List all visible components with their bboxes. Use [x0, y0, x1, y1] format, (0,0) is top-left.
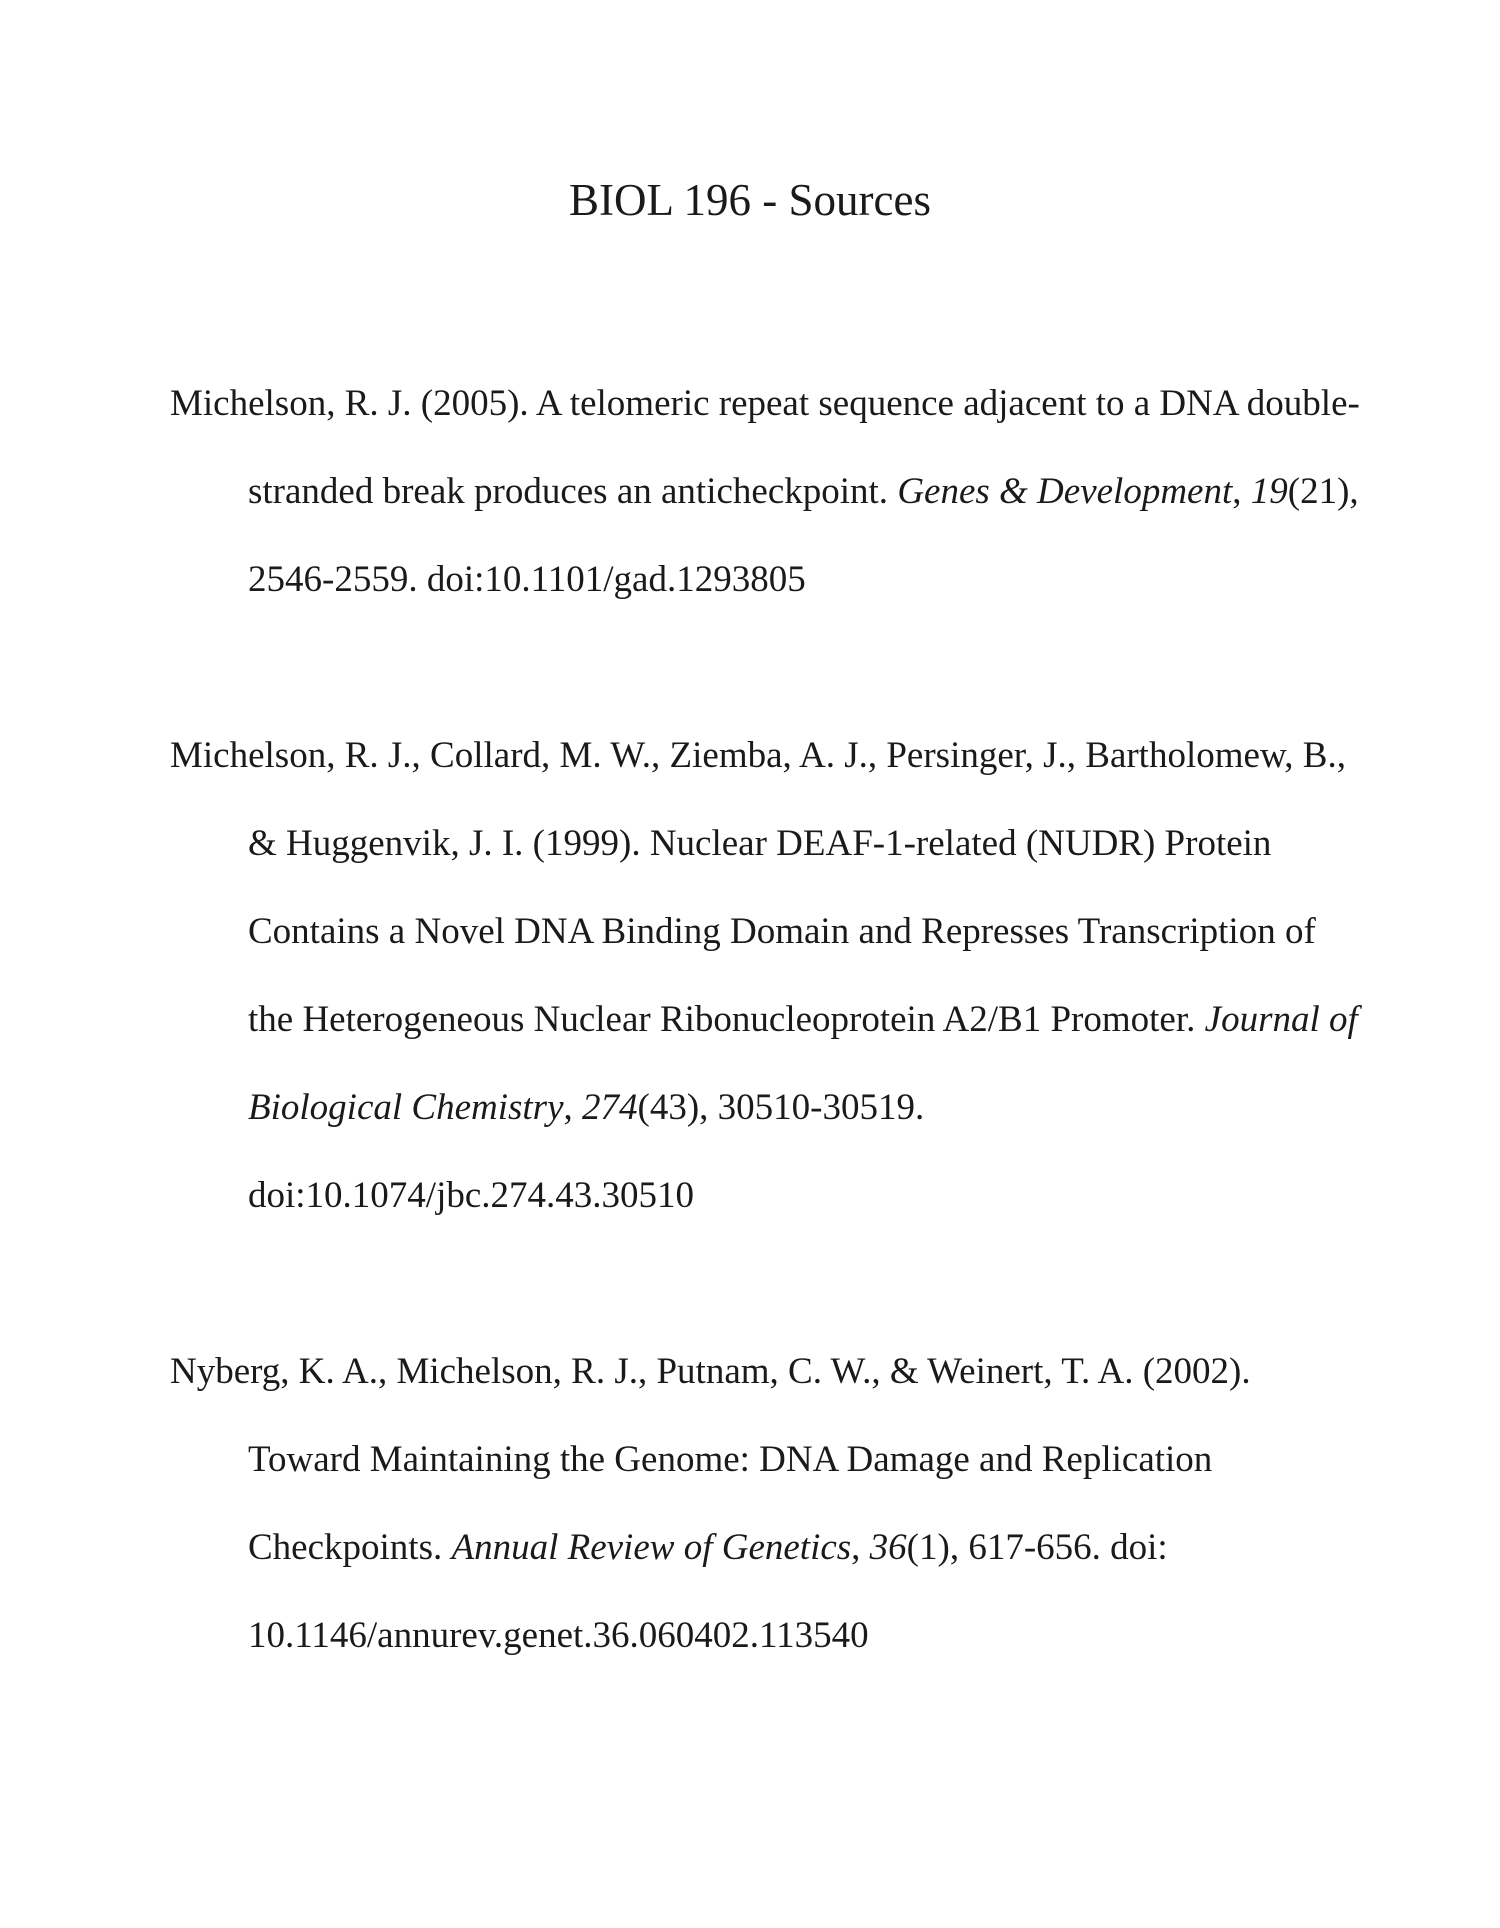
- reference-entry: [170, 360, 1360, 624]
- reference-text: Nyberg, K. A., Michelson, R. J., Putnam, C. W., & Weinert, T. A. (2002). Toward Maintaining the Genome: DNA Damage and Replication Checkpoints.: [170, 1351, 1251, 1568]
- reference-journal: Genes & Development: [897, 471, 1233, 512]
- reference-separator: ,: [1232, 471, 1251, 512]
- reference-entry: [170, 1328, 1360, 1680]
- reference-journal: Journal of Biological Chemistry: [248, 999, 1358, 1128]
- reference-entry: [170, 712, 1360, 1240]
- reference-text: Michelson, R. J. (2005). A telomeric repeat sequence adjacent to a DNA double-stranded break produces an anticheckpoint.: [170, 383, 1360, 512]
- reference-journal: Annual Review of Genetics: [451, 1527, 852, 1568]
- reference-separator: ,: [851, 1527, 870, 1568]
- reference-details: (43), 30510-30519. doi:10.1074/jbc.274.43.30510: [248, 1087, 925, 1216]
- reference-list: [170, 360, 1360, 1768]
- reference-details: (21), 2546-2559. doi:10.1101/gad.1293805: [248, 471, 1359, 600]
- reference-volume: 274: [582, 1087, 638, 1128]
- reference-text: Michelson, R. J., Collard, M. W., Ziemba, A. J., Persinger, J., Bartholomew, B., & Huggenvik, J. I. (1999). Nuclear DEAF-1-related (NUDR) Protein Contains a Novel DNA Binding Domain and Represses Transcription of the Heterogeneous Nuclear Ribonucleoprotein A2/B1 Promoter.: [170, 735, 1346, 1040]
- page-title: BIOL 196 - Sources: [568, 175, 932, 225]
- reference-volume: 19: [1250, 471, 1288, 512]
- reference-separator: ,: [563, 1087, 582, 1128]
- reference-volume: 36: [869, 1527, 907, 1568]
- reference-details: (1), 617-656. doi: 10.1146/annurev.genet.36.060402.113540: [248, 1527, 1168, 1656]
